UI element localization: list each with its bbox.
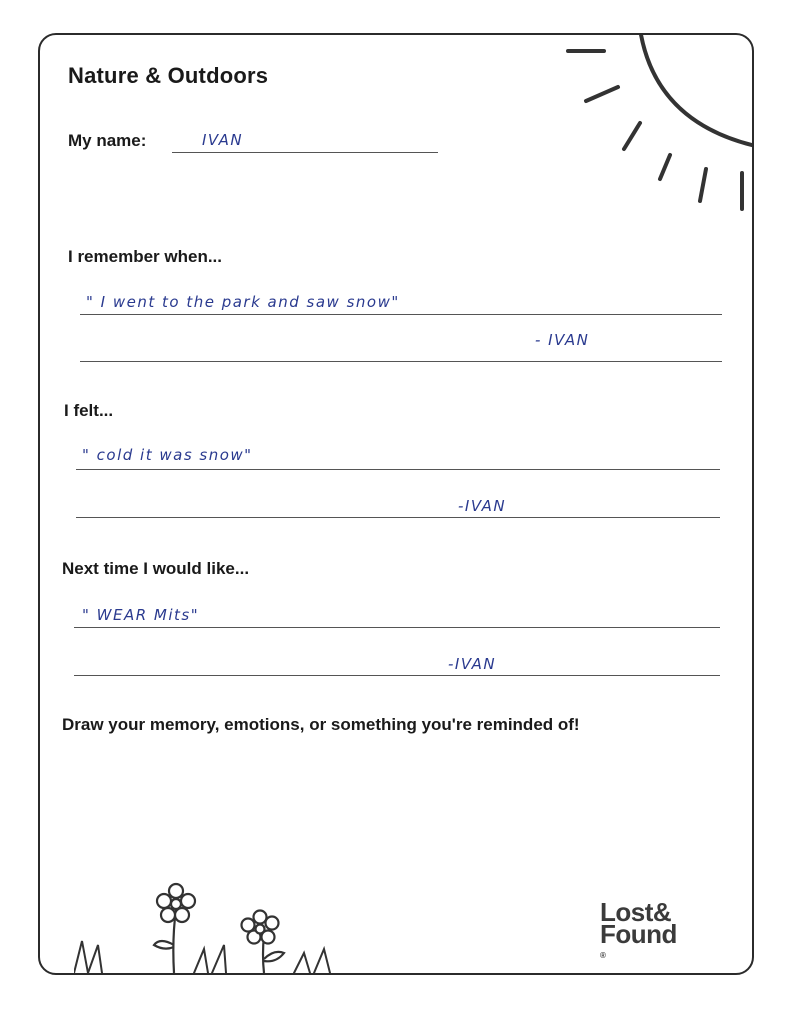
signature-felt: -IVAN <box>458 497 507 515</box>
answer-next-time: " WEAR Mits" <box>82 606 200 624</box>
name-label: My name: <box>68 131 147 150</box>
answer-line <box>80 314 722 315</box>
answer-line <box>76 517 720 518</box>
flower-icon <box>74 879 374 975</box>
answer-felt: " cold it was snow" <box>82 446 253 464</box>
answer-line <box>74 627 720 628</box>
signature-next-time: -IVAN <box>448 655 497 673</box>
registered-mark: ® <box>600 951 606 960</box>
page-title: Nature & Outdoors <box>68 63 269 88</box>
brand-logo <box>600 897 677 967</box>
section-label-felt: I felt... <box>64 401 114 420</box>
name-value: IVAN <box>202 131 244 149</box>
section-label-remember: I remember when... <box>68 247 222 266</box>
signature-remember: - IVAN <box>535 331 590 349</box>
answer-line <box>80 361 722 362</box>
logo-line-2: Found ® <box>600 923 677 967</box>
section-label-next-time: Next time I would like... <box>62 559 250 578</box>
answer-line <box>76 469 720 470</box>
draw-prompt: Draw your memory, emotions, or something you're reminded of! <box>62 715 580 734</box>
logo-line-1: Lost& <box>600 897 672 927</box>
answer-line <box>74 675 720 676</box>
grass-icon <box>74 941 330 973</box>
name-line <box>172 152 438 153</box>
sun-icon <box>560 33 754 229</box>
worksheet-card <box>38 33 754 975</box>
answer-remember: " I went to the park and saw snow" <box>86 293 400 311</box>
